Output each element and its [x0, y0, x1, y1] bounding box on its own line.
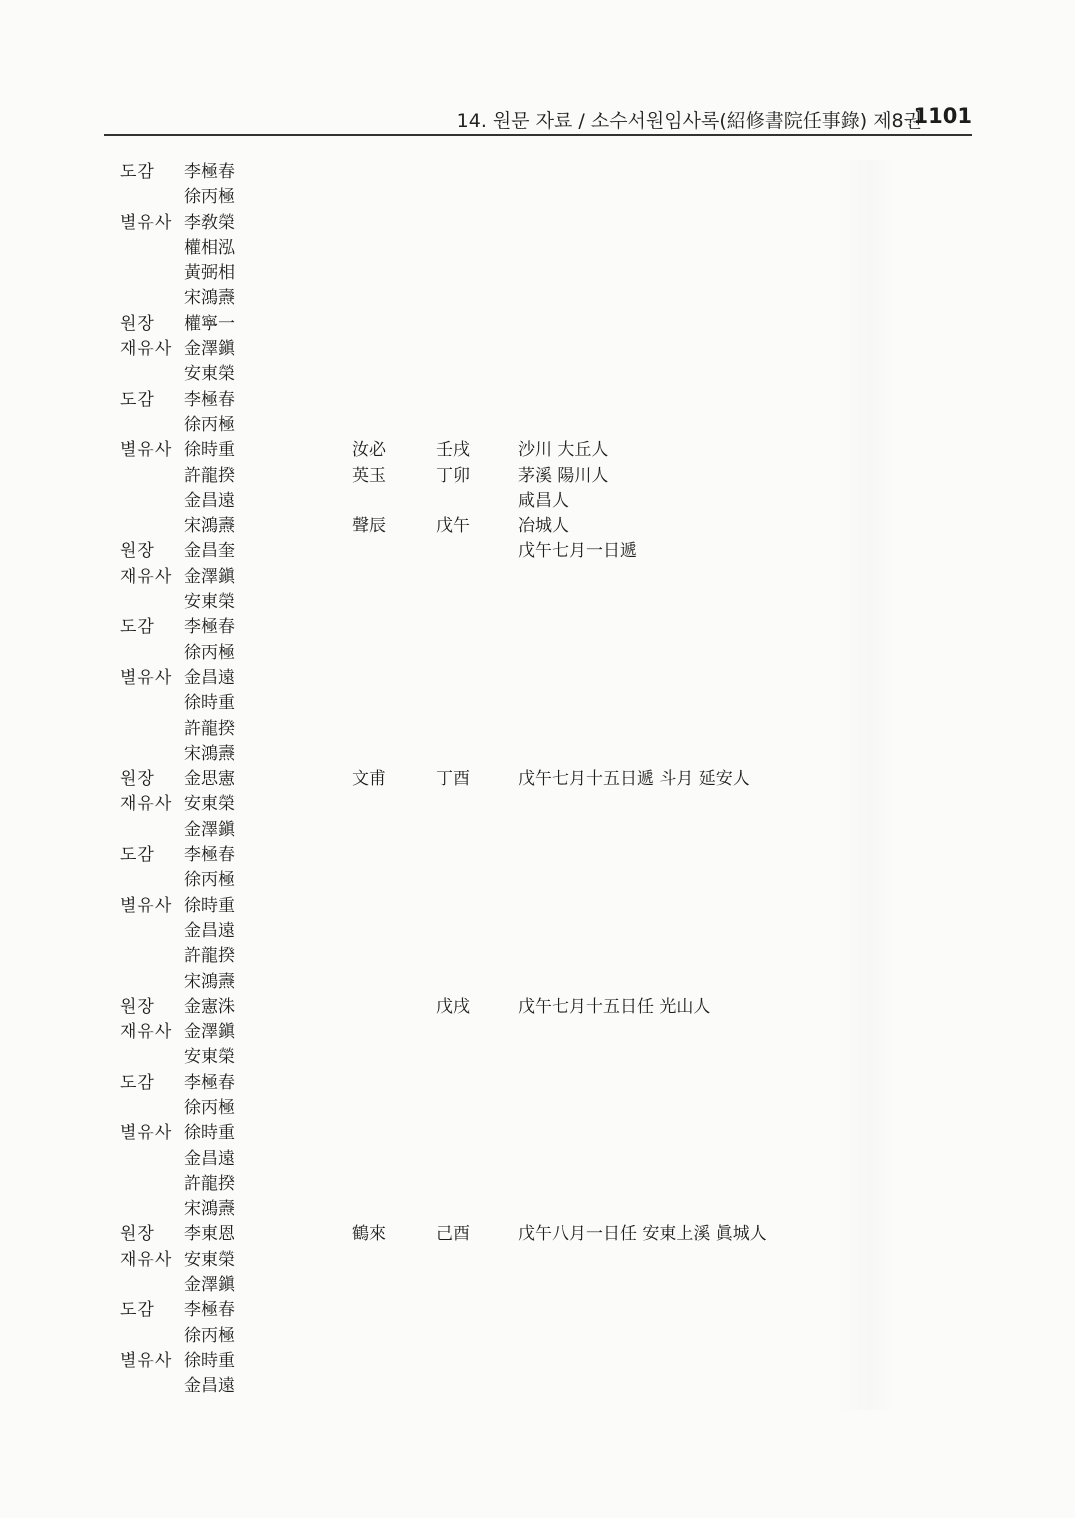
- birth-year: 壬戌: [436, 440, 470, 461]
- role-label: 원장: [120, 996, 155, 1017]
- record-row: [0, 1248, 1075, 1273]
- person-name: 徐丙極: [184, 187, 235, 208]
- record-row: [0, 970, 1075, 995]
- record-note: 咸昌人: [518, 490, 569, 511]
- record-row: [0, 388, 1075, 413]
- person-name: 金澤鎭: [184, 1275, 235, 1296]
- person-name: 徐丙極: [184, 870, 235, 891]
- person-name: 宋鴻燾: [184, 743, 235, 764]
- person-name: 金澤鎭: [184, 1022, 235, 1043]
- record-row: [0, 868, 1075, 893]
- birth-year: 丁卯: [436, 465, 470, 486]
- role-label: 재유사: [120, 794, 173, 815]
- birth-year: 戊午: [436, 516, 470, 537]
- role-label: 원장: [120, 769, 155, 790]
- role-label: 원장: [120, 313, 155, 334]
- person-name: 許龍揆: [184, 946, 235, 967]
- record-row: [0, 894, 1075, 919]
- record-row: [0, 843, 1075, 868]
- role-label: 도감: [120, 162, 155, 182]
- person-name: 金昌遠: [184, 1376, 235, 1397]
- person-name: 李極春: [184, 1072, 235, 1093]
- person-name: 金澤鎭: [184, 339, 235, 360]
- record-row: [0, 211, 1075, 236]
- person-name: 宋鴻燾: [184, 288, 235, 309]
- record-row: [0, 1147, 1075, 1172]
- record-row: [0, 666, 1075, 691]
- role-label: 재유사: [120, 339, 173, 360]
- person-name: 安東榮: [184, 794, 235, 815]
- role-label: 별유사: [120, 1123, 173, 1144]
- person-name: 許龍揆: [184, 718, 235, 739]
- record-row: [0, 818, 1075, 843]
- person-name: 李極春: [184, 162, 235, 182]
- record-row: [0, 919, 1075, 944]
- record-row: [0, 1121, 1075, 1146]
- record-row: [0, 286, 1075, 311]
- record-row: [0, 615, 1075, 640]
- header-title: 14. 원문 자료 / 소수서원임사록(紹修書院任事錄) 제8권: [456, 110, 922, 132]
- person-name: 李極春: [184, 617, 235, 638]
- role-label: 별유사: [120, 1350, 173, 1371]
- record-row: [0, 1324, 1075, 1349]
- record-row: [0, 362, 1075, 387]
- record-note: 冶城人: [518, 516, 569, 537]
- courtesy-name: 汝必: [352, 440, 386, 461]
- role-label: 도감: [120, 389, 155, 410]
- record-row: [0, 1349, 1075, 1374]
- record-note: 戊午七月十五日任 光山人: [518, 996, 711, 1017]
- courtesy-name: 文甫: [352, 769, 386, 790]
- record-row: [0, 944, 1075, 969]
- record-row: [0, 489, 1075, 514]
- record-row: [0, 792, 1075, 817]
- birth-year: 戊戌: [436, 996, 470, 1017]
- record-row: [0, 1096, 1075, 1121]
- person-name: 安東榮: [184, 1249, 235, 1270]
- record-row: [0, 1222, 1075, 1247]
- record-row: [0, 438, 1075, 463]
- record-row: [0, 1298, 1075, 1323]
- role-label: 별유사: [120, 440, 173, 461]
- person-name: 宋鴻燾: [184, 1199, 235, 1220]
- record-row: [0, 464, 1075, 489]
- person-name: 宋鴻燾: [184, 516, 235, 537]
- role-label: 재유사: [120, 1022, 173, 1043]
- record-row: [0, 337, 1075, 362]
- courtesy-name: 英玉: [352, 465, 386, 486]
- record-row: [0, 413, 1075, 438]
- role-label: 원장: [120, 541, 155, 562]
- person-name: 徐丙極: [184, 414, 235, 435]
- person-name: 安東榮: [184, 364, 235, 385]
- record-row: [0, 261, 1075, 286]
- role-label: 도감: [120, 617, 155, 638]
- person-name: 李極春: [184, 389, 235, 410]
- role-label: 원장: [120, 1224, 155, 1245]
- person-name: 徐丙極: [184, 1325, 235, 1346]
- person-name: 金憲洙: [184, 996, 235, 1017]
- person-name: 徐時重: [184, 1350, 235, 1371]
- person-name: 徐時重: [184, 1123, 235, 1144]
- person-name: 金思憲: [184, 769, 235, 790]
- person-name: 徐時重: [184, 440, 235, 461]
- person-name: 李極春: [184, 1300, 235, 1321]
- role-label: 재유사: [120, 566, 173, 587]
- person-name: 金澤鎭: [184, 819, 235, 840]
- header-divider: [104, 134, 972, 136]
- record-row: [0, 1172, 1075, 1197]
- role-label: 도감: [120, 1300, 155, 1321]
- role-label: 재유사: [120, 1249, 173, 1270]
- record-row: [0, 539, 1075, 564]
- record-row: [0, 1273, 1075, 1298]
- record-row: [0, 1071, 1075, 1096]
- record-row: [0, 236, 1075, 261]
- person-name: 徐時重: [184, 693, 235, 714]
- record-row: [0, 514, 1075, 539]
- person-name: 金澤鎭: [184, 566, 235, 587]
- person-name: 權寧一: [184, 313, 235, 334]
- person-name: 安東榮: [184, 592, 235, 613]
- record-row: [0, 691, 1075, 716]
- record-note: 戊午七月一日遞: [518, 541, 637, 562]
- birth-year: 丁酉: [436, 769, 470, 790]
- record-row: [0, 185, 1075, 210]
- role-label: 도감: [120, 1072, 155, 1093]
- person-name: 金昌遠: [184, 1148, 235, 1169]
- role-label: 도감: [120, 845, 155, 866]
- role-label: 별유사: [120, 667, 173, 688]
- record-list: [0, 160, 1075, 1400]
- person-name: 許龍揆: [184, 465, 235, 486]
- record-row: [0, 590, 1075, 615]
- role-label: 별유사: [120, 895, 173, 916]
- role-label: 별유사: [120, 212, 173, 233]
- record-note: 沙川 大丘人: [518, 440, 609, 461]
- person-name: 安東榮: [184, 1047, 235, 1068]
- courtesy-name: 鶴來: [352, 1224, 386, 1245]
- person-name: 權相泓: [184, 237, 235, 258]
- person-name: 徐時重: [184, 895, 235, 916]
- record-row: [0, 312, 1075, 337]
- record-note: 茅溪 陽川人: [518, 465, 609, 486]
- person-name: 李敎榮: [184, 212, 235, 233]
- record-row: [0, 1045, 1075, 1070]
- record-row: [0, 1020, 1075, 1045]
- record-row: [0, 160, 1075, 185]
- page-header: [104, 104, 972, 136]
- person-name: 宋鴻燾: [184, 971, 235, 992]
- person-name: 李極春: [184, 845, 235, 866]
- record-row: [0, 1374, 1075, 1399]
- record-note: 戊午八月一日任 安東上溪 眞城人: [518, 1224, 767, 1245]
- record-row: [0, 995, 1075, 1020]
- record-row: [0, 565, 1075, 590]
- person-name: 金昌遠: [184, 490, 235, 511]
- record-row: [0, 1197, 1075, 1222]
- person-name: 徐丙極: [184, 642, 235, 663]
- page-number: 1101: [913, 104, 972, 128]
- record-row: [0, 742, 1075, 767]
- record-row: [0, 767, 1075, 792]
- record-row: [0, 641, 1075, 666]
- person-name: 黃弼相: [184, 263, 235, 284]
- record-note: 戊午七月十五日遞 斗月 延安人: [518, 769, 750, 790]
- courtesy-name: 聲辰: [352, 516, 386, 537]
- record-row: [0, 717, 1075, 742]
- person-name: 金昌遠: [184, 667, 235, 688]
- person-name: 金昌奎: [184, 541, 235, 562]
- person-name: 金昌遠: [184, 920, 235, 941]
- person-name: 徐丙極: [184, 1097, 235, 1118]
- person-name: 許龍揆: [184, 1173, 235, 1194]
- birth-year: 己酉: [436, 1224, 470, 1245]
- person-name: 李東恩: [184, 1224, 235, 1245]
